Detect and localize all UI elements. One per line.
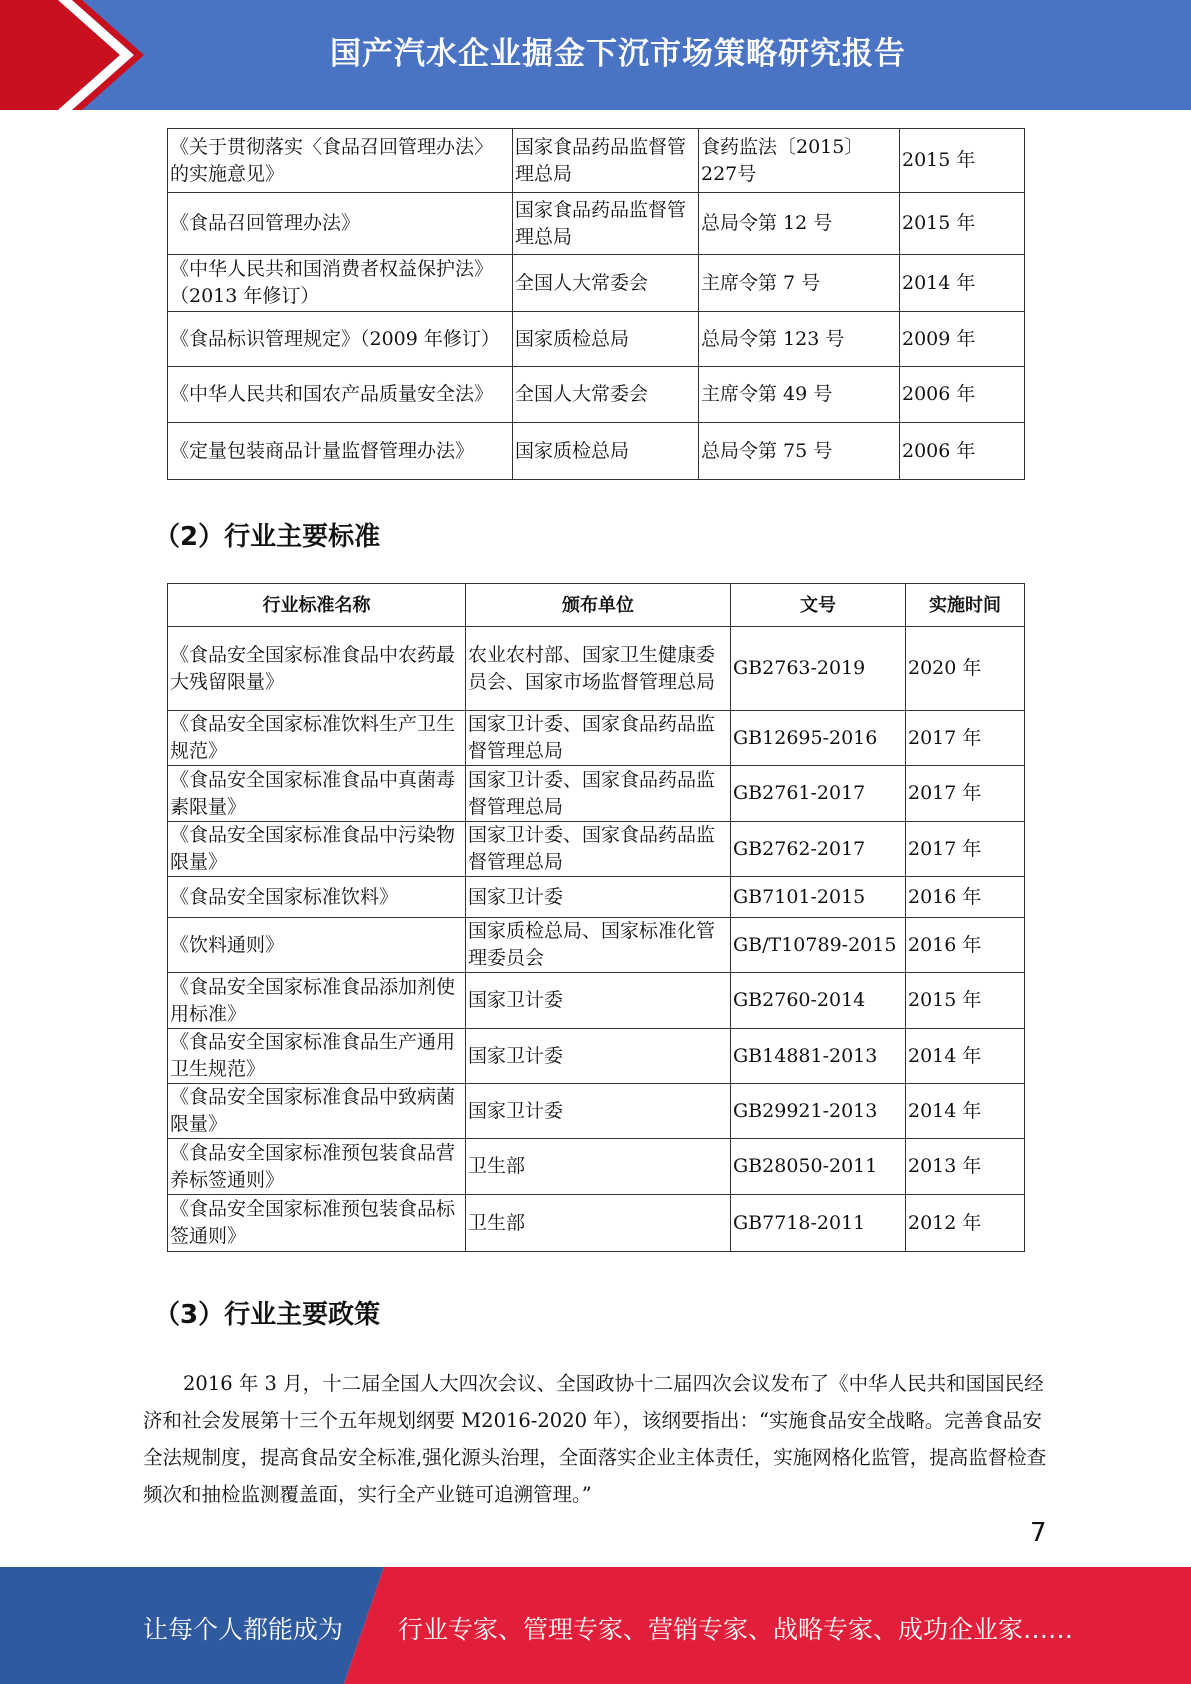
table-cell: 国家质检总局: [513, 312, 699, 367]
section-heading-policies: （3）行业主要政策: [154, 1300, 381, 1330]
table-cell: GB2760-2014: [731, 973, 906, 1029]
footer-slogan-right: 行业专家、管理专家、营销专家、战略专家、成功企业家……: [398, 1615, 1074, 1644]
table-cell: 2009 年: [900, 312, 1025, 367]
table-cell: 《定量包装商品计量监督管理办法》: [168, 423, 513, 480]
regulations-table: [167, 128, 1025, 480]
table-row: [168, 312, 1025, 367]
table-cell: 2014 年: [906, 1084, 1025, 1139]
table-cell: 全国人大常委会: [513, 255, 699, 312]
footer-slogan-left: 让每个人都能成为: [143, 1615, 344, 1644]
table-cell: 2017 年: [906, 766, 1025, 822]
table-cell: GB7718-2011: [731, 1195, 906, 1252]
table-cell: 国家卫计委、国家食品药品监督管理总局: [466, 766, 731, 822]
table-cell: 总局令第 123 号: [699, 312, 900, 367]
table-cell: 国家食品药品监督管理总局: [513, 193, 699, 255]
table-cell: 《食品安全国家标准食品生产通用卫生规范》: [168, 1029, 466, 1084]
table-cell: 《食品标识管理规定》（2009 年修订）: [168, 312, 513, 367]
table-cell: 2014 年: [900, 255, 1025, 312]
table-row: [168, 766, 1025, 822]
table-cell: 《食品安全国家标准食品中致病菌限量》: [168, 1084, 466, 1139]
table-cell: GB/T10789-2015: [731, 918, 906, 973]
table-cell: 总局令第 75 号: [699, 423, 900, 480]
table-cell: 2015 年: [906, 973, 1025, 1029]
table-cell: 国家卫计委、国家食品药品监督管理总局: [466, 711, 731, 766]
table-cell: 全国人大常委会: [513, 367, 699, 423]
table-cell: 2017 年: [906, 711, 1025, 766]
table-row: [168, 711, 1025, 766]
table-row: [168, 973, 1025, 1029]
table-cell: GB14881-2013: [731, 1029, 906, 1084]
table-cell: 2016 年: [906, 918, 1025, 973]
table-cell: 《食品召回管理办法》: [168, 193, 513, 255]
table-cell: 国家卫计委: [466, 1029, 731, 1084]
table-row: [168, 193, 1025, 255]
table-cell: 《关于贯彻落实〈食品召回管理办法〉的实施意见》: [168, 129, 513, 193]
table-row: [168, 1029, 1025, 1084]
table-cell: 主席令第 49 号: [699, 367, 900, 423]
table-row: [168, 1139, 1025, 1195]
table-row: [168, 367, 1025, 423]
table-cell: GB28050-2011: [731, 1139, 906, 1195]
table-cell: 《中华人民共和国消费者权益保护法》（2013 年修订）: [168, 255, 513, 312]
table-cell: GB7101-2015: [731, 877, 906, 918]
table-cell: 农业农村部、国家卫生健康委员会、国家市场监督管理总局: [466, 627, 731, 711]
table-cell: 《食品安全国家标准预包装食品营养标签通则》: [168, 1139, 466, 1195]
column-header: 文号: [731, 584, 906, 627]
table-cell: 国家卫计委: [466, 877, 731, 918]
table-cell: 国家卫计委: [466, 973, 731, 1029]
table-cell: 2016 年: [906, 877, 1025, 918]
table-cell: GB29921-2013: [731, 1084, 906, 1139]
section-heading-standards: （2）行业主要标准: [154, 522, 381, 552]
table-cell: 2015 年: [900, 193, 1025, 255]
report-title: 国产汽水企业掘金下沉市场策略研究报告: [330, 36, 906, 72]
table-cell: 卫生部: [466, 1139, 731, 1195]
table-row: [168, 1195, 1025, 1252]
standards-table: [167, 583, 1025, 1252]
page-header-banner: [0, 0, 1191, 110]
table-cell: 食药监法〔2015〕227号: [699, 129, 900, 193]
table-cell: 卫生部: [466, 1195, 731, 1252]
table-cell: 《食品安全国家标准食品中农药最大残留限量》: [168, 627, 466, 711]
policy-paragraph: 2016 年 3 月，十二届全国人大四次会议、全国政协十二届四次会议发布了《中华人民共和国国民经济和社会发展第十三个五年规划纲要 M2016-2020 年），该纲要指出：“实施食品安全战略。完善食品安全法规制度，提高食品安全标准,强化源头治理，全面落实企业主体责任，实施网格化监管，提高监督检查频次和抽检监测覆盖面，实行全产业链可追溯管理。”: [143, 1372, 1047, 1506]
page-number: 7: [1030, 1518, 1047, 1548]
table-cell: GB2761-2017: [731, 766, 906, 822]
table-header-row: [168, 584, 1025, 627]
table-row: [168, 423, 1025, 480]
table-row: [168, 627, 1025, 711]
table-cell: 国家质检总局、国家标准化管理委员会: [466, 918, 731, 973]
table-cell: 《中华人民共和国农产品质量安全法》: [168, 367, 513, 423]
table-cell: 国家质检总局: [513, 423, 699, 480]
table-row: [168, 255, 1025, 312]
table-cell: 《饮料通则》: [168, 918, 466, 973]
column-header: 实施时间: [906, 584, 1025, 627]
table-cell: 《食品安全国家标准食品添加剂使用标准》: [168, 973, 466, 1029]
column-header: 颁布单位: [466, 584, 731, 627]
table-cell: 2014 年: [906, 1029, 1025, 1084]
table-cell: 主席令第 7 号: [699, 255, 900, 312]
table-cell: 国家食品药品监督管理总局: [513, 129, 699, 193]
table-cell: 国家卫计委: [466, 1084, 731, 1139]
table-cell: 国家卫计委、国家食品药品监督管理总局: [466, 822, 731, 877]
column-header: 行业标准名称: [168, 584, 466, 627]
table-cell: 《食品安全国家标准食品中真菌毒素限量》: [168, 766, 466, 822]
table-cell: 2012 年: [906, 1195, 1025, 1252]
table-row: [168, 1084, 1025, 1139]
table-cell: GB2763-2019: [731, 627, 906, 711]
table-row: [168, 822, 1025, 877]
table-row: [168, 129, 1025, 193]
table-cell: 2013 年: [906, 1139, 1025, 1195]
table-cell: 2020 年: [906, 627, 1025, 711]
table-row: [168, 877, 1025, 918]
table-cell: 《食品安全国家标准食品中污染物限量》: [168, 822, 466, 877]
table-cell: 2006 年: [900, 423, 1025, 480]
table-cell: 《食品安全国家标准饮料》: [168, 877, 466, 918]
table-cell: 《食品安全国家标准预包装食品标签通则》: [168, 1195, 466, 1252]
table-cell: 2017 年: [906, 822, 1025, 877]
table-cell: 《食品安全国家标准饮料生产卫生规范》: [168, 711, 466, 766]
table-cell: 2015 年: [900, 129, 1025, 193]
table-cell: 总局令第 12 号: [699, 193, 900, 255]
header-arrow-decoration: [0, 0, 150, 110]
table-cell: GB2762-2017: [731, 822, 906, 877]
table-row: [168, 918, 1025, 973]
table-cell: GB12695-2016: [731, 711, 906, 766]
table-cell: 2006 年: [900, 367, 1025, 423]
